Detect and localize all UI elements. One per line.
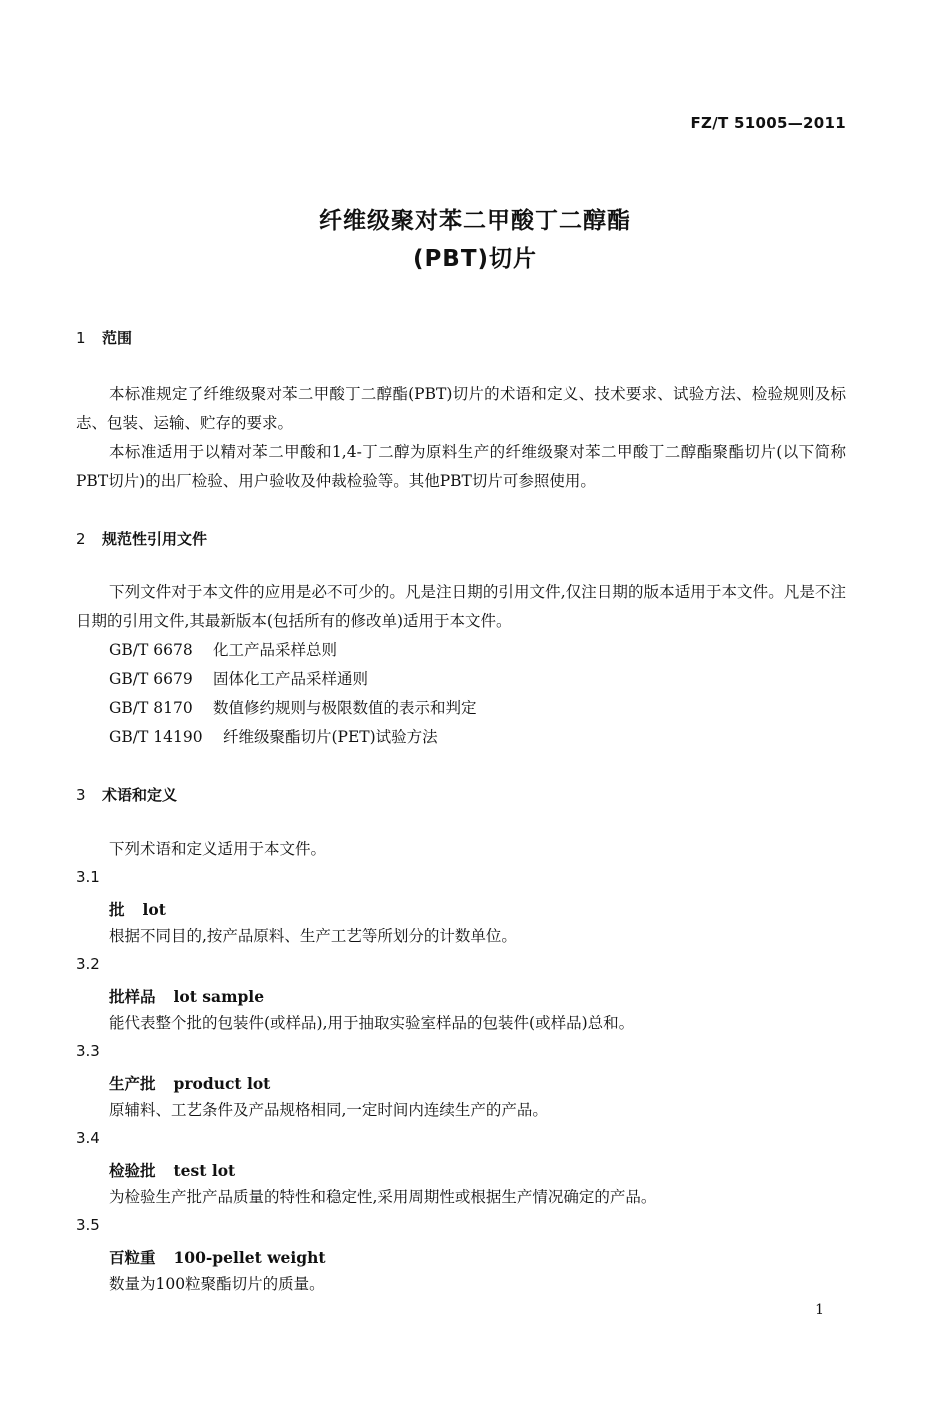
term-number: 3.3 [76, 1042, 100, 1060]
term-en: 100-pellet weight [173, 1248, 326, 1267]
reference-title: 化工产品采样总则 [213, 641, 338, 659]
term-number: 3.1 [76, 868, 100, 886]
reference-code: GB/T 6679 [109, 670, 193, 688]
reference-item [109, 665, 368, 694]
section-1-heading [76, 327, 132, 348]
term-zh: 生产批 [109, 1074, 156, 1093]
reference-title: 数值修约规则与极限数值的表示和判定 [213, 699, 477, 717]
section-3-heading [76, 784, 177, 805]
term-name [109, 1159, 235, 1181]
term-en: lot [142, 900, 166, 919]
section-number: 2 [76, 530, 86, 548]
reference-title: 纤维级聚酯切片(PET)试验方法 [223, 728, 438, 746]
section-number: 1 [76, 329, 86, 347]
scope-paragraph-1: 本标准规定了纤维级聚对苯二甲酸丁二醇酯(PBT)切片的术语和定义、技术要求、试验方法、检验规则及标志、包装、运输、贮存的要求。 [76, 385, 846, 432]
page-number: 1 [815, 1302, 824, 1318]
term-definition: 根据不同目的,按产品原料、生产工艺等所划分的计数单位。 [109, 927, 517, 945]
term-zh: 批样品 [109, 987, 156, 1006]
section-title: 术语和定义 [102, 786, 178, 804]
term-number: 3.4 [76, 1129, 100, 1147]
section-number: 3 [76, 786, 86, 804]
reference-item [109, 636, 337, 665]
term-en: product lot [173, 1074, 271, 1093]
term-name [109, 1072, 270, 1094]
term-definition: 能代表整个批的包装件(或样品),用于抽取实验室样品的包装件(或样品)总和。 [109, 1014, 635, 1032]
document-title-line-2: (PBT)切片 [412, 246, 538, 272]
reference-code: GB/T 14190 [109, 728, 203, 746]
document-title-line-1: 纤维级聚对苯二甲酸丁二醇酯 [319, 208, 631, 234]
scope-paragraph-2: 本标准适用于以精对苯二甲酸和1,4-丁二醇为原料生产的纤维级聚对苯二甲酸丁二醇酯聚酯切片(以下简称PBT切片)的出厂检验、用户验收及仲裁检验等。其他PBT切片可参照使用。 [76, 443, 846, 490]
reference-item [109, 723, 438, 752]
section-2-heading [76, 528, 207, 549]
normative-refs-intro: 下列文件对于本文件的应用是必不可少的。凡是注日期的引用文件,仅注日期的版本适用于本文件。凡是不注日期的引用文件,其最新版本(包括所有的修改单)适用于本文件。 [76, 583, 846, 630]
term-zh: 批 [109, 900, 125, 919]
terms-intro: 下列术语和定义适用于本文件。 [109, 840, 327, 858]
section-title: 范围 [102, 329, 133, 347]
reference-code: GB/T 6678 [109, 641, 193, 659]
term-name [109, 898, 166, 920]
term-number: 3.5 [76, 1216, 100, 1234]
term-definition: 为检验生产批产品质量的特性和稳定性,采用周期性或根据生产情况确定的产品。 [109, 1188, 657, 1206]
section-title: 规范性引用文件 [102, 530, 208, 548]
reference-title: 固体化工产品采样通则 [213, 670, 369, 688]
term-number: 3.2 [76, 955, 100, 973]
term-definition: 原辅料、工艺条件及产品规格相同,一定时间内连续生产的产品。 [109, 1101, 548, 1119]
reference-code: GB/T 8170 [109, 699, 193, 717]
term-name [109, 1246, 326, 1268]
term-zh: 百粒重 [109, 1248, 156, 1267]
term-en: test lot [173, 1161, 236, 1180]
term-zh: 检验批 [109, 1161, 156, 1180]
term-name [109, 985, 264, 1007]
standard-number: FZ/T 51005—2011 [690, 114, 846, 132]
term-en: lot sample [173, 987, 265, 1006]
term-definition: 数量为100粒聚酯切片的质量。 [109, 1275, 325, 1293]
reference-item [109, 694, 477, 723]
